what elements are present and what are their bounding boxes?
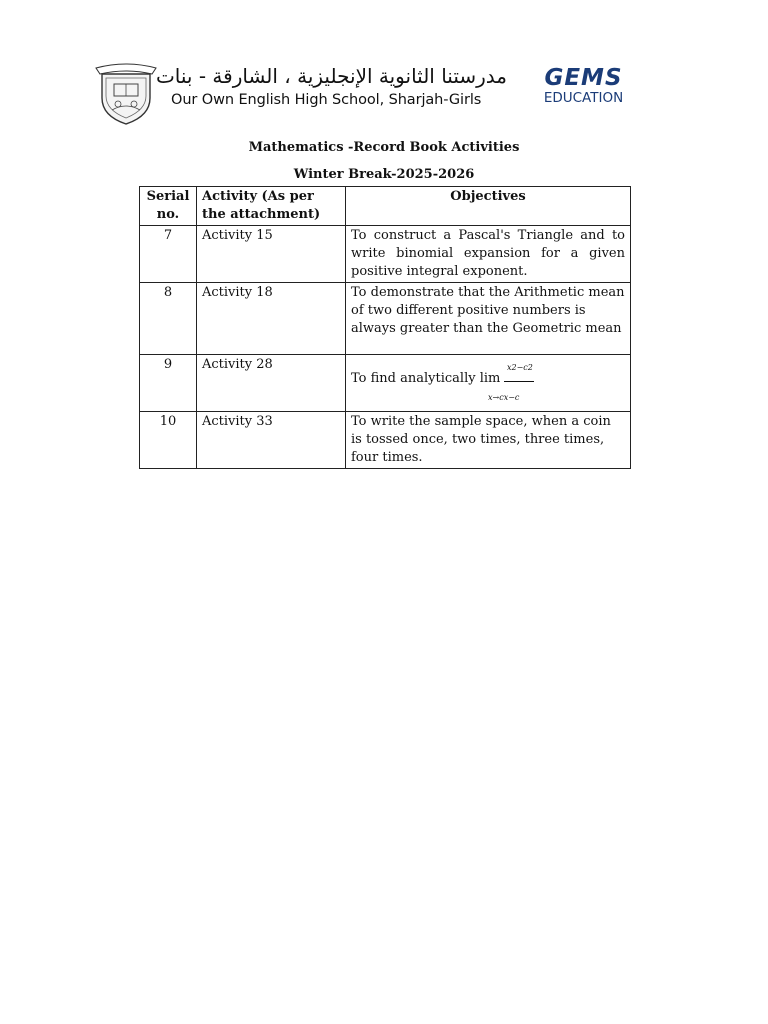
limit-formula [351,356,625,408]
objective-cell [346,355,631,412]
header-objectives: Objectives [346,187,631,226]
document-subtitle: Winter Break-2025-2026 [293,167,475,182]
formula-numerator: x2−c2 [507,363,533,372]
brand-main: GEMS [544,65,623,91]
activities-table [139,186,631,469]
objective-cell: To construct a Pascal's Triangle and to write binomial expansion for a given positive integral exponent. [346,226,631,283]
header-activity: Activity (As per the attachment) [197,187,346,226]
formula-denominator: x→cx−c [488,393,520,402]
serial-cell: 10 [140,412,197,469]
activity-cell: Activity 33 [197,412,346,469]
table-row [140,283,631,355]
objective-cell: To demonstrate that the Arithmetic mean of two different positive numbers is always greater than the Geometric mean [346,283,631,355]
formula-label: To find analytically lim [351,371,501,386]
school-crest-logo [92,62,160,126]
document-title: Mathematics -Record Book Activities [248,140,520,155]
header-serial: Serial no. [140,187,197,226]
gems-education-logo [536,66,631,106]
table-row [140,412,631,469]
formula-text [351,370,534,388]
serial-cell: 8 [140,283,197,355]
school-header [92,62,632,126]
activity-cell: Activity 28 [197,355,346,412]
activity-cell: Activity 18 [197,283,346,355]
brand-sub: EDUCATION [543,90,624,106]
school-name-english: Our Own English High School, Sharjah-Girls [171,92,482,108]
table-row [140,355,631,412]
serial-cell: 7 [140,226,197,283]
table-header-row [140,187,631,226]
activity-cell: Activity 15 [197,226,346,283]
school-name-arabic: مدرستنا الثانوية الإنجليزية ، الشارقة - بنات [155,64,507,88]
table-row [140,226,631,283]
fraction-bar [504,371,534,382]
objective-cell: To write the sample space, when a coin is tossed once, two times, three times, four times. [346,412,631,469]
serial-cell: 9 [140,355,197,412]
